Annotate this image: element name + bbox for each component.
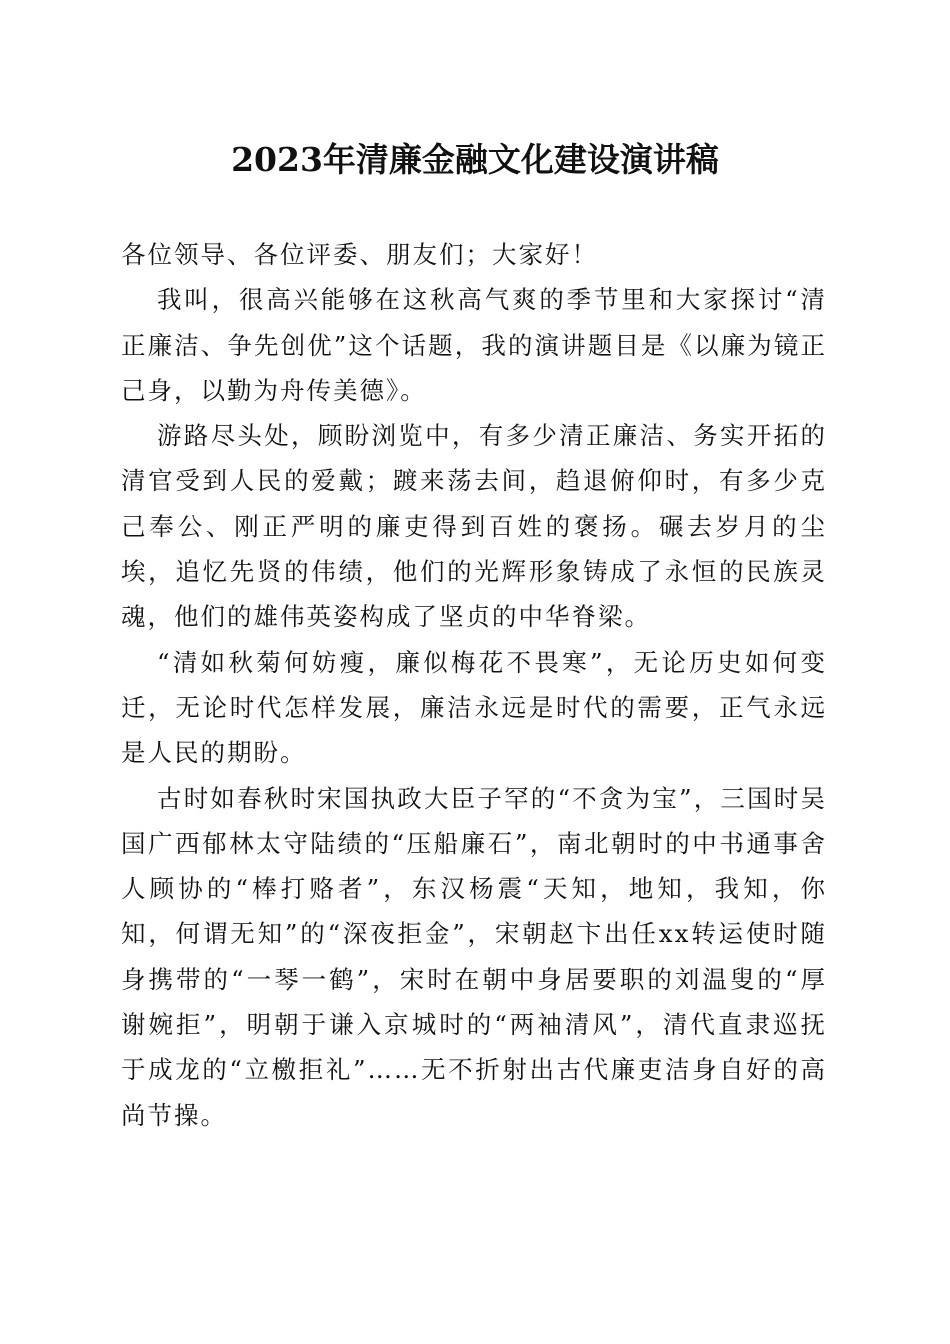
document-title: 2023年清廉金融文化建设演讲稿 <box>231 140 719 179</box>
quote-paragraph: “清如秋菊何妨瘦，廉似梅花不畏寒”，无论历史如何变迁，无论时代怎样发展，廉洁永远是时代的需要，正气永远是人民的期盼。 <box>121 647 827 768</box>
intro-paragraph: 我叫，很高兴能够在这秋高气爽的季节里和大家探讨“清正廉洁、争先创优”这个话题，我的演讲题目是《以廉为镜正己身，以勤为舟传美德》。 <box>121 285 827 405</box>
examples-paragraph: 古时如春秋时宋国执政大臣子罕的“不贪为宝”，三国时吴国广西郁林太守陆绩的“压船廉石”，南北朝时的中书通事舍人顾协的“棒打赂者”，东汉杨震“天知，地知，我知，你知，何谓无知”的“深夜拒金”，宋朝赵卞出任xx转运使时随身携带的“一琴一鹤”，宋时在朝中身居要职的刘温叟的“厚谢婉拒”，明朝于谦入京城时的“两袖清风”，清代直隶巡抚于成龙的“立檄拒礼”……无不折射出古代廉吏洁身自好的高尚节操。 <box>121 783 827 1130</box>
document-body <box>121 232 827 1138</box>
history-paragraph: 游路尽头处，顾盼浏览中，有多少清正廉洁、务实开拓的清官受到人民的爱戴；踱来荡去间，趋退俯仰时，有多少克己奉公、刚正严明的廉吏得到百姓的褒扬。碾去岁月的尘埃，追忆先贤的伟绩，他们的光辉形象铸成了永恒的民族灵魂，他们的雄伟英姿构成了坚贞的中华脊梁。 <box>121 421 827 632</box>
greeting-paragraph: 各位领导、各位评委、朋友们；大家好！ <box>121 240 598 269</box>
